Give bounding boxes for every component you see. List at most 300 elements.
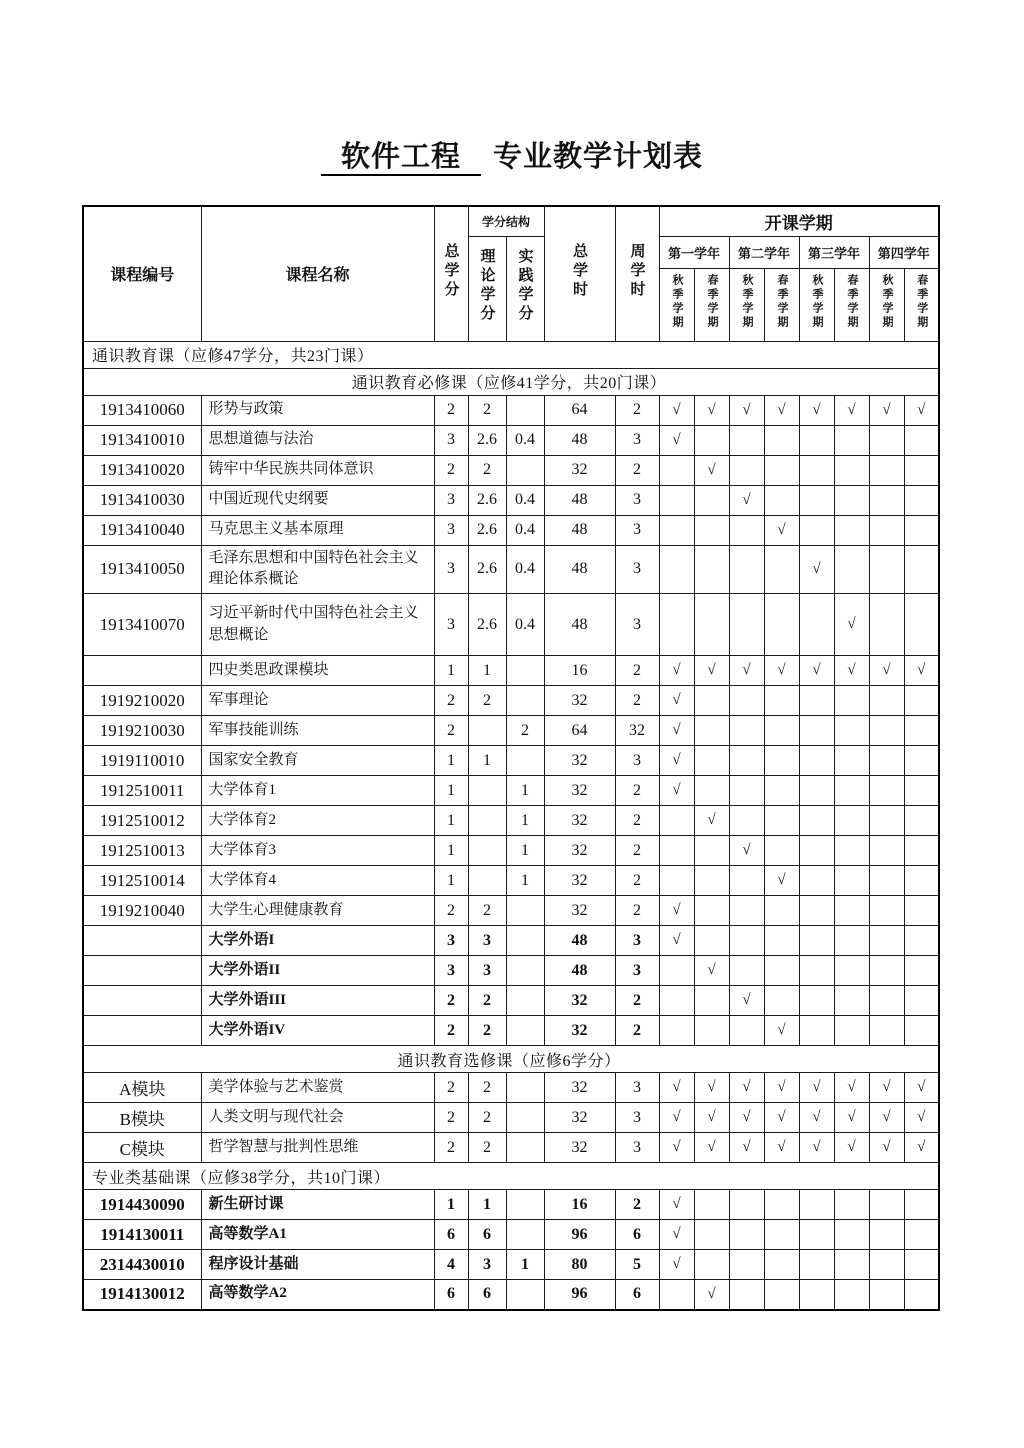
semester-4-empty-cell xyxy=(764,776,799,806)
semester-8-empty-cell xyxy=(904,956,939,986)
semester-7-empty-cell xyxy=(869,866,904,896)
semester-8-empty-cell xyxy=(904,1190,939,1220)
semester-8-empty-cell xyxy=(904,485,939,515)
semester-5-check-mark: √ xyxy=(799,545,834,594)
semester-5-empty-cell xyxy=(799,1190,834,1220)
semester-6-empty-cell xyxy=(834,896,869,926)
semester-3-check-mark: √ xyxy=(729,986,764,1016)
semester-7-empty-cell xyxy=(869,515,904,545)
total-credits-cell: 3 xyxy=(434,425,468,455)
theory-credits-cell: 2.6 xyxy=(468,594,506,656)
semester-7-empty-cell xyxy=(869,1220,904,1250)
total-credits-cell: 2 xyxy=(434,395,468,425)
practice-credits-vertical-label: 实践学分 xyxy=(516,248,534,324)
practice-credits-cell xyxy=(506,1280,544,1310)
semester-2-empty-cell xyxy=(694,485,729,515)
semester-8-check-mark: √ xyxy=(904,1103,939,1133)
practice-credits-cell xyxy=(506,395,544,425)
semester-4-check-mark: √ xyxy=(764,1016,799,1046)
semester-6-empty-cell xyxy=(834,806,869,836)
semester-2-empty-cell xyxy=(694,1016,729,1046)
semester-1-check-mark: √ xyxy=(659,656,694,686)
semester-1-empty-cell xyxy=(659,545,694,594)
course-name-cell: 高等数学A2 xyxy=(201,1280,434,1310)
semester-4-check-mark: √ xyxy=(764,1103,799,1133)
total-hours-cell: 32 xyxy=(544,686,615,716)
total-hours-cell: 48 xyxy=(544,956,615,986)
semester-2-empty-cell xyxy=(694,716,729,746)
spring-term-label: 春季学期 xyxy=(776,274,789,330)
course-id-cell: B模块 xyxy=(83,1103,201,1133)
theory-credits-cell: 2 xyxy=(468,986,506,1016)
page-title xyxy=(0,134,1024,175)
course-name-cell: 大学生心理健康教育 xyxy=(201,896,434,926)
semester-6-empty-cell xyxy=(834,866,869,896)
practice-credits-cell: 1 xyxy=(506,836,544,866)
semester-1-check-mark: √ xyxy=(659,1073,694,1103)
theory-credits-cell: 3 xyxy=(468,956,506,986)
semester-6-empty-cell xyxy=(834,1016,869,1046)
semester-4-empty-cell xyxy=(764,716,799,746)
course-name-cell: 毛泽东思想和中国特色社会主义理论体系概论 xyxy=(201,545,434,594)
semester-5-check-mark: √ xyxy=(799,1103,834,1133)
course-row xyxy=(83,1073,939,1103)
weekly-hours-vertical-label: 周学时 xyxy=(628,242,646,300)
semester-3-check-mark: √ xyxy=(729,485,764,515)
semester-2-empty-cell xyxy=(694,545,729,594)
semester-2-empty-cell xyxy=(694,866,729,896)
course-row xyxy=(83,806,939,836)
theory-credits-cell: 3 xyxy=(468,926,506,956)
semester-6-check-mark: √ xyxy=(834,1103,869,1133)
semester-2-check-mark: √ xyxy=(694,395,729,425)
semester-6-empty-cell xyxy=(834,515,869,545)
semester-8-empty-cell xyxy=(904,746,939,776)
semester-7-empty-cell xyxy=(869,716,904,746)
theory-credits-cell: 2 xyxy=(468,395,506,425)
semester-5-empty-cell xyxy=(799,896,834,926)
semester-4-empty-cell xyxy=(764,836,799,866)
course-row xyxy=(83,1190,939,1220)
course-name-cell: 大学体育3 xyxy=(201,836,434,866)
semester-5-check-mark: √ xyxy=(799,656,834,686)
section-row xyxy=(83,1163,939,1190)
semester-4-check-mark: √ xyxy=(764,395,799,425)
header-term-autumn-3 xyxy=(799,268,834,341)
course-id-cell: 1919210040 xyxy=(83,896,201,926)
semester-3-empty-cell xyxy=(729,716,764,746)
total-hours-cell: 48 xyxy=(544,545,615,594)
weekly-hours-cell: 2 xyxy=(615,836,659,866)
total-credits-cell: 3 xyxy=(434,594,468,656)
semester-4-check-mark: √ xyxy=(764,656,799,686)
course-id-cell: 1914130011 xyxy=(83,1220,201,1250)
semester-3-check-mark: √ xyxy=(729,395,764,425)
weekly-hours-cell: 3 xyxy=(615,1103,659,1133)
semester-6-empty-cell xyxy=(834,1220,869,1250)
semester-8-empty-cell xyxy=(904,1250,939,1280)
course-row xyxy=(83,1103,939,1133)
semester-2-empty-cell xyxy=(694,594,729,656)
course-name-cell: 马克思主义基本原理 xyxy=(201,515,434,545)
header-total-credits xyxy=(434,206,468,341)
semester-3-empty-cell xyxy=(729,455,764,485)
total-credits-cell: 2 xyxy=(434,1103,468,1133)
semester-6-check-mark: √ xyxy=(834,594,869,656)
theory-credits-cell: 2 xyxy=(468,455,506,485)
semester-7-check-mark: √ xyxy=(869,1133,904,1163)
semester-2-check-mark: √ xyxy=(694,656,729,686)
total-credits-cell: 6 xyxy=(434,1280,468,1310)
semester-1-check-mark: √ xyxy=(659,1250,694,1280)
weekly-hours-cell: 32 xyxy=(615,716,659,746)
semester-3-empty-cell xyxy=(729,1280,764,1310)
practice-credits-cell: 1 xyxy=(506,776,544,806)
course-id-cell: 1913410060 xyxy=(83,395,201,425)
semester-6-empty-cell xyxy=(834,1250,869,1280)
total-credits-cell: 3 xyxy=(434,545,468,594)
semester-4-empty-cell xyxy=(764,686,799,716)
semester-4-empty-cell xyxy=(764,545,799,594)
course-name-cell: 大学外语II xyxy=(201,956,434,986)
semester-2-empty-cell xyxy=(694,1190,729,1220)
autumn-term-label: 秋季学期 xyxy=(811,274,824,330)
semester-2-empty-cell xyxy=(694,515,729,545)
major-name: 软件工程 xyxy=(321,141,481,176)
course-row xyxy=(83,515,939,545)
practice-credits-cell xyxy=(506,1133,544,1163)
semester-7-empty-cell xyxy=(869,1016,904,1046)
semester-4-check-mark: √ xyxy=(764,1133,799,1163)
total-hours-cell: 48 xyxy=(544,926,615,956)
theory-credits-cell: 2 xyxy=(468,1016,506,1046)
total-hours-cell: 48 xyxy=(544,485,615,515)
weekly-hours-cell: 2 xyxy=(615,455,659,485)
semester-5-check-mark: √ xyxy=(799,395,834,425)
weekly-hours-cell: 3 xyxy=(615,1073,659,1103)
semester-4-empty-cell xyxy=(764,806,799,836)
total-hours-cell: 32 xyxy=(544,986,615,1016)
theory-credits-cell: 6 xyxy=(468,1280,506,1310)
semester-2-empty-cell xyxy=(694,1220,729,1250)
course-row xyxy=(83,1220,939,1250)
course-row xyxy=(83,594,939,656)
total-hours-cell: 32 xyxy=(544,1103,615,1133)
total-credits-cell: 3 xyxy=(434,926,468,956)
course-name-cell: 大学外语IV xyxy=(201,1016,434,1046)
semester-4-empty-cell xyxy=(764,485,799,515)
weekly-hours-cell: 2 xyxy=(615,656,659,686)
semester-3-empty-cell xyxy=(729,425,764,455)
header-year-1: 第一学年 xyxy=(659,236,729,268)
semester-5-empty-cell xyxy=(799,806,834,836)
semester-6-empty-cell xyxy=(834,1190,869,1220)
theory-credits-vertical-label: 理论学分 xyxy=(478,248,496,324)
semester-1-empty-cell xyxy=(659,986,694,1016)
course-name-cell: 军事技能训练 xyxy=(201,716,434,746)
semester-4-empty-cell xyxy=(764,926,799,956)
header-total-hours xyxy=(544,206,615,341)
semester-5-empty-cell xyxy=(799,485,834,515)
semester-3-empty-cell xyxy=(729,686,764,716)
semester-1-check-mark: √ xyxy=(659,1220,694,1250)
semester-4-check-mark: √ xyxy=(764,1073,799,1103)
spring-term-label: 春季学期 xyxy=(846,274,859,330)
course-name-cell: 大学外语III xyxy=(201,986,434,1016)
practice-credits-cell: 0.4 xyxy=(506,485,544,515)
weekly-hours-cell: 3 xyxy=(615,594,659,656)
practice-credits-cell xyxy=(506,1103,544,1133)
header-term-spring-4 xyxy=(904,268,939,341)
semester-3-empty-cell xyxy=(729,1220,764,1250)
semester-8-empty-cell xyxy=(904,986,939,1016)
theory-credits-cell: 1 xyxy=(468,1190,506,1220)
total-hours-cell: 48 xyxy=(544,594,615,656)
course-id-cell: C模块 xyxy=(83,1133,201,1163)
semester-1-empty-cell xyxy=(659,594,694,656)
semester-3-check-mark: √ xyxy=(729,656,764,686)
practice-credits-cell xyxy=(506,1016,544,1046)
semester-7-empty-cell xyxy=(869,545,904,594)
weekly-hours-cell: 2 xyxy=(615,1016,659,1046)
semester-8-empty-cell xyxy=(904,545,939,594)
teaching-plan-table xyxy=(82,205,940,1311)
theory-credits-cell xyxy=(468,776,506,806)
total-hours-cell: 32 xyxy=(544,1073,615,1103)
theory-credits-cell: 2 xyxy=(468,896,506,926)
course-name-cell: 哲学智慧与批判性思维 xyxy=(201,1133,434,1163)
header-credit-structure: 学分结构 xyxy=(468,206,544,236)
theory-credits-cell: 2 xyxy=(468,1073,506,1103)
total-credits-cell: 2 xyxy=(434,1073,468,1103)
course-id-cell: 1919110010 xyxy=(83,746,201,776)
semester-5-empty-cell xyxy=(799,986,834,1016)
course-name-cell: 铸牢中华民族共同体意识 xyxy=(201,455,434,485)
weekly-hours-cell: 2 xyxy=(615,866,659,896)
semester-2-empty-cell xyxy=(694,926,729,956)
total-credits-cell: 1 xyxy=(434,776,468,806)
weekly-hours-cell: 5 xyxy=(615,1250,659,1280)
practice-credits-cell xyxy=(506,656,544,686)
weekly-hours-cell: 3 xyxy=(615,425,659,455)
theory-credits-cell: 2.6 xyxy=(468,485,506,515)
semester-6-empty-cell xyxy=(834,1280,869,1310)
course-name-cell: 大学体育4 xyxy=(201,866,434,896)
semester-8-empty-cell xyxy=(904,716,939,746)
section-label: 专业类基础课（应修38学分，共10门课） xyxy=(83,1163,939,1190)
table-body xyxy=(83,341,939,1310)
theory-credits-cell: 2 xyxy=(468,686,506,716)
semester-2-empty-cell xyxy=(694,425,729,455)
semester-8-empty-cell xyxy=(904,866,939,896)
total-hours-cell: 16 xyxy=(544,656,615,686)
semester-8-empty-cell xyxy=(904,1280,939,1310)
theory-credits-cell: 2 xyxy=(468,1133,506,1163)
semester-3-empty-cell xyxy=(729,926,764,956)
course-id-cell: 1914430090 xyxy=(83,1190,201,1220)
semester-7-empty-cell xyxy=(869,926,904,956)
total-credits-cell: 2 xyxy=(434,1133,468,1163)
total-credits-cell: 4 xyxy=(434,1250,468,1280)
semester-8-empty-cell xyxy=(904,806,939,836)
course-row xyxy=(83,395,939,425)
semester-2-check-mark: √ xyxy=(694,956,729,986)
semester-4-empty-cell xyxy=(764,896,799,926)
practice-credits-cell: 2 xyxy=(506,716,544,746)
semester-3-empty-cell xyxy=(729,866,764,896)
total-credits-cell: 1 xyxy=(434,656,468,686)
header-practice-credits xyxy=(506,236,544,341)
weekly-hours-cell: 3 xyxy=(615,515,659,545)
semester-7-check-mark: √ xyxy=(869,1103,904,1133)
header-term-spring-2 xyxy=(764,268,799,341)
semester-1-check-mark: √ xyxy=(659,896,694,926)
semester-4-empty-cell xyxy=(764,746,799,776)
semester-8-empty-cell xyxy=(904,455,939,485)
weekly-hours-cell: 3 xyxy=(615,485,659,515)
semester-6-empty-cell xyxy=(834,836,869,866)
section-row xyxy=(83,368,939,395)
practice-credits-cell: 0.4 xyxy=(506,425,544,455)
semester-7-empty-cell xyxy=(869,956,904,986)
semester-1-check-mark: √ xyxy=(659,746,694,776)
semester-2-empty-cell xyxy=(694,986,729,1016)
course-id-cell xyxy=(83,926,201,956)
theory-credits-cell: 1 xyxy=(468,746,506,776)
semester-1-check-mark: √ xyxy=(659,926,694,956)
semester-6-empty-cell xyxy=(834,926,869,956)
semester-3-check-mark: √ xyxy=(729,1103,764,1133)
total-hours-cell: 16 xyxy=(544,1190,615,1220)
total-hours-vertical-label: 总学时 xyxy=(571,242,589,300)
semester-4-empty-cell xyxy=(764,425,799,455)
course-id-cell xyxy=(83,956,201,986)
section-label: 通识教育课（应修47学分，共23门课） xyxy=(83,341,939,368)
course-row xyxy=(83,485,939,515)
semester-1-check-mark: √ xyxy=(659,1190,694,1220)
total-hours-cell: 32 xyxy=(544,1016,615,1046)
course-row xyxy=(83,746,939,776)
practice-credits-cell xyxy=(506,986,544,1016)
practice-credits-cell: 1 xyxy=(506,1250,544,1280)
semester-5-empty-cell xyxy=(799,1220,834,1250)
course-id-cell xyxy=(83,1016,201,1046)
course-id-cell: 1912510012 xyxy=(83,806,201,836)
semester-8-empty-cell xyxy=(904,926,939,956)
autumn-term-label: 秋季学期 xyxy=(741,274,754,330)
semester-3-empty-cell xyxy=(729,1250,764,1280)
total-hours-cell: 48 xyxy=(544,515,615,545)
semester-5-empty-cell xyxy=(799,716,834,746)
semester-6-empty-cell xyxy=(834,986,869,1016)
course-row xyxy=(83,716,939,746)
total-hours-cell: 32 xyxy=(544,806,615,836)
header-weekly-hours xyxy=(615,206,659,341)
theory-credits-cell: 2.6 xyxy=(468,515,506,545)
header-term-autumn-4 xyxy=(869,268,904,341)
semester-6-empty-cell xyxy=(834,485,869,515)
semester-3-check-mark: √ xyxy=(729,1073,764,1103)
semester-6-empty-cell xyxy=(834,455,869,485)
weekly-hours-cell: 3 xyxy=(615,926,659,956)
course-name-cell: 程序设计基础 xyxy=(201,1250,434,1280)
semester-8-empty-cell xyxy=(904,425,939,455)
semester-7-check-mark: √ xyxy=(869,656,904,686)
header-year-2: 第二学年 xyxy=(729,236,799,268)
semester-3-empty-cell xyxy=(729,806,764,836)
practice-credits-cell xyxy=(506,686,544,716)
semester-1-check-mark: √ xyxy=(659,776,694,806)
semester-4-empty-cell xyxy=(764,1280,799,1310)
course-name-cell: 人类文明与现代社会 xyxy=(201,1103,434,1133)
semester-5-empty-cell xyxy=(799,776,834,806)
semester-2-empty-cell xyxy=(694,896,729,926)
semester-5-empty-cell xyxy=(799,686,834,716)
semester-2-check-mark: √ xyxy=(694,1103,729,1133)
practice-credits-cell xyxy=(506,1073,544,1103)
semester-2-empty-cell xyxy=(694,686,729,716)
semester-5-empty-cell xyxy=(799,866,834,896)
semester-2-check-mark: √ xyxy=(694,455,729,485)
weekly-hours-cell: 2 xyxy=(615,896,659,926)
course-id-cell: 1912510013 xyxy=(83,836,201,866)
course-row xyxy=(83,455,939,485)
total-hours-cell: 32 xyxy=(544,746,615,776)
semester-8-empty-cell xyxy=(904,1016,939,1046)
semester-8-empty-cell xyxy=(904,686,939,716)
semester-3-empty-cell xyxy=(729,594,764,656)
semester-1-check-mark: √ xyxy=(659,395,694,425)
weekly-hours-cell: 2 xyxy=(615,986,659,1016)
theory-credits-cell xyxy=(468,716,506,746)
course-id-cell: 1913410030 xyxy=(83,485,201,515)
autumn-term-label: 秋季学期 xyxy=(671,274,684,330)
practice-credits-cell xyxy=(506,746,544,776)
theory-credits-cell: 2 xyxy=(468,1103,506,1133)
total-hours-cell: 64 xyxy=(544,716,615,746)
semester-1-check-mark: √ xyxy=(659,716,694,746)
semester-4-empty-cell xyxy=(764,956,799,986)
total-credits-cell: 1 xyxy=(434,1190,468,1220)
semester-1-empty-cell xyxy=(659,1016,694,1046)
total-credits-cell: 1 xyxy=(434,806,468,836)
course-id-cell: 1919210030 xyxy=(83,716,201,746)
course-name-cell: 大学体育2 xyxy=(201,806,434,836)
semester-7-empty-cell xyxy=(869,1280,904,1310)
total-credits-cell: 2 xyxy=(434,986,468,1016)
theory-credits-cell xyxy=(468,806,506,836)
course-name-cell: 大学体育1 xyxy=(201,776,434,806)
semester-8-check-mark: √ xyxy=(904,1073,939,1103)
semester-6-empty-cell xyxy=(834,545,869,594)
theory-credits-cell: 2.6 xyxy=(468,545,506,594)
course-row xyxy=(83,425,939,455)
semester-2-empty-cell xyxy=(694,746,729,776)
semester-2-check-mark: √ xyxy=(694,1280,729,1310)
semester-4-empty-cell xyxy=(764,986,799,1016)
semester-6-empty-cell xyxy=(834,746,869,776)
practice-credits-cell xyxy=(506,1220,544,1250)
total-credits-cell: 2 xyxy=(434,896,468,926)
semester-1-empty-cell xyxy=(659,806,694,836)
semester-5-empty-cell xyxy=(799,1016,834,1046)
semester-2-empty-cell xyxy=(694,836,729,866)
semester-6-empty-cell xyxy=(834,776,869,806)
semester-7-empty-cell xyxy=(869,986,904,1016)
course-name-cell: 大学外语I xyxy=(201,926,434,956)
course-id-cell: 1919210020 xyxy=(83,686,201,716)
semester-5-empty-cell xyxy=(799,425,834,455)
